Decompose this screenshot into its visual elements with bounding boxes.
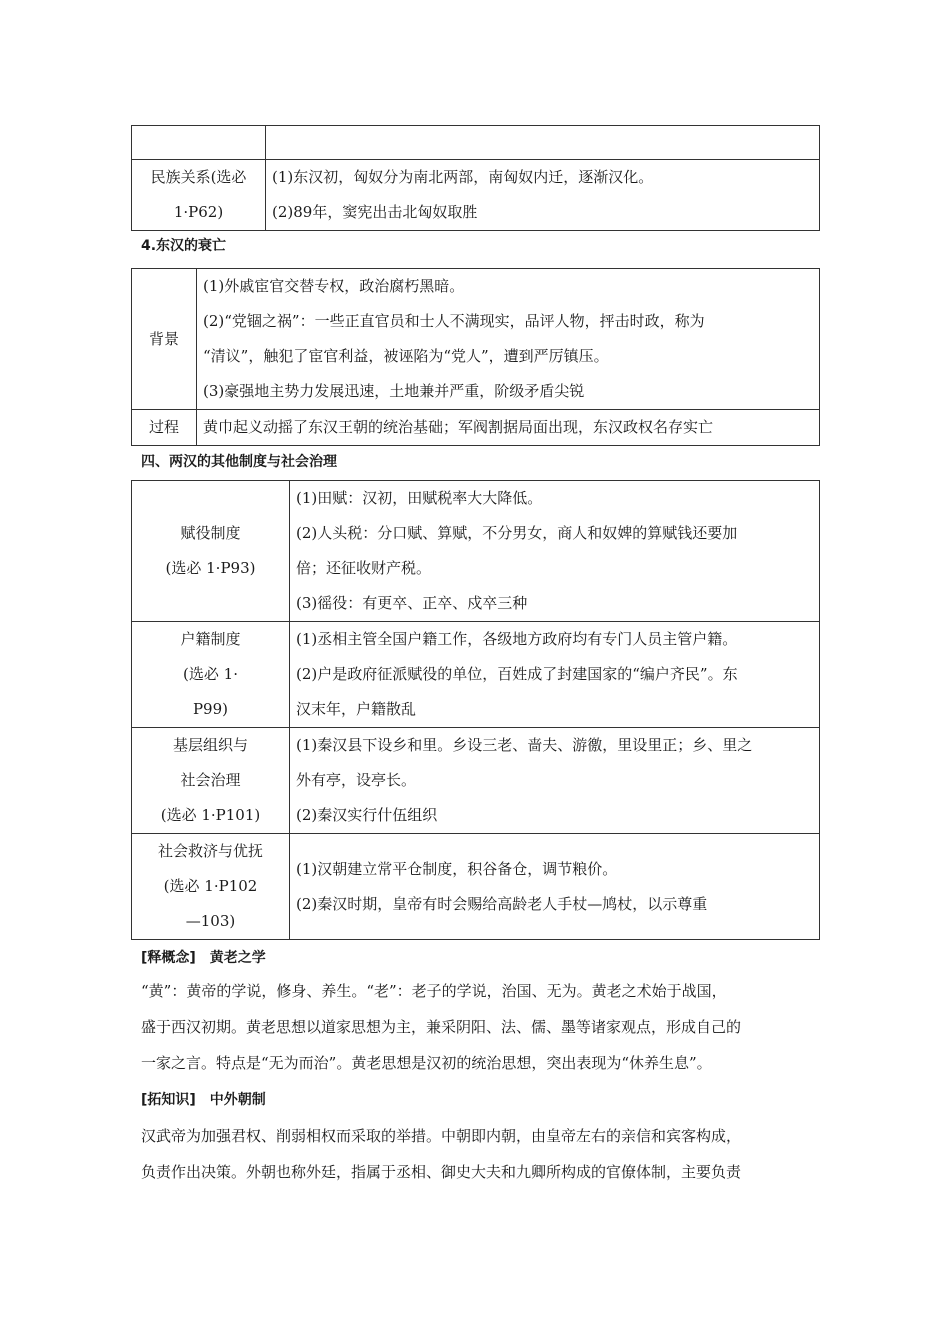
knowledge-heading: [拓知识] 中外朝制 — [141, 1092, 266, 1108]
empty-label-cell — [132, 126, 266, 160]
content-line: 黄巾起义动摇了东汉王朝的统治基础；军阀割据局面出现，东汉政权名存实亡 — [203, 418, 714, 436]
content-line: (2)秦汉时期，皇帝有时会赐给高龄老人手杖—鸠杖，以示尊重 — [296, 894, 708, 913]
concept-heading: [释概念] 黄老之学 — [141, 950, 266, 966]
content-line: (3)豪强地主势力发展迅速，土地兼并严重，阶级矛盾尖锐 — [203, 382, 585, 400]
section-heading: 四、两汉的其他制度与社会治理 — [141, 454, 337, 470]
row-content — [290, 728, 820, 834]
table-row — [132, 410, 820, 446]
row-content — [197, 410, 820, 446]
content-line: (1)汉朝建立常平仓制度，积谷备仓，调节粮价。 — [296, 859, 618, 878]
content-line: (3)徭役：有更卒、正卒、戍卒三种 — [296, 594, 528, 612]
label-line: 社会救济与优抚 — [157, 842, 263, 860]
label-line: 户籍制度 — [180, 630, 241, 648]
row-label — [132, 160, 266, 231]
row-content — [290, 622, 820, 728]
table-row — [132, 126, 820, 160]
content-line: (1)东汉初，匈奴分为南北两部，南匈奴内迁，逐渐汉化。 — [272, 168, 654, 186]
content-line: (2)89年，窦宪出击北匈奴取胜 — [272, 203, 478, 221]
row-label — [132, 834, 290, 940]
knowledge-paragraph — [141, 1118, 831, 1190]
label-line: 社会治理 — [180, 771, 241, 789]
concept-paragraph — [141, 973, 831, 1081]
content-line: (2)“党锢之祸”：一些正直官员和士人不满现实，品评人物，抨击时政，称为 — [203, 312, 705, 330]
label-line: 民族关系(选必 — [150, 168, 247, 186]
table-row — [132, 160, 820, 231]
paragraph-line: 盛于西汉初期。黄老思想以道家思想为主，兼采阴阳、法、儒、墨等诸家观点，形成自己的 — [141, 1018, 742, 1036]
label-line: (选必 1·P102 — [163, 877, 258, 895]
paragraph-line: 负责作出决策。外朝也称外廷，指属于丞相、御史大夫和九卿所构成的官僚体制，主要负责 — [141, 1163, 742, 1181]
decline-table — [131, 268, 820, 446]
content-line: (2)人头税：分口赋、算赋，不分男女，商人和奴婢的算赋钱还要加 — [296, 524, 738, 542]
paragraph-line: “黄”：黄帝的学说，修身、养生。“老”：老子的学说，治国、无为。黄老之术始于战国， — [141, 982, 727, 1000]
content-line: “清议”，触犯了宦官利益，被诬陷为“党人”，遭到严厉镇压。 — [203, 347, 609, 365]
label-line: P99) — [192, 700, 229, 718]
row-label — [132, 622, 290, 728]
table-row — [132, 834, 820, 940]
label-line: 1·P62) — [173, 203, 224, 221]
content-line: (1)外戚宦官交替专权，政治腐朽黑暗。 — [203, 277, 465, 295]
row-content — [197, 269, 820, 410]
row-content — [266, 160, 820, 231]
content-line: (1)丞相主管全国户籍工作，各级地方政府均有专门人员主管户籍。 — [296, 630, 738, 648]
content-line: 汉末年，户籍散乱 — [296, 700, 417, 718]
row-label: 背景 — [132, 269, 197, 410]
row-content — [290, 481, 820, 622]
ethnic-relations-table — [131, 125, 820, 231]
label-line: (选必 1·P93) — [165, 559, 256, 577]
label-line: (选必 1·P101) — [160, 806, 261, 824]
label-line: 赋役制度 — [180, 524, 241, 542]
row-label — [132, 728, 290, 834]
table-row — [132, 728, 820, 834]
content-line: (1)秦汉县下设乡和里。乡设三老、啬夫、游徼，里设里正；乡、里之 — [296, 736, 753, 754]
institutions-table — [131, 480, 820, 940]
paragraph-line: 一家之言。特点是“无为而治”。黄老思想是汉初的统治思想，突出表现为“休养生息”。 — [141, 1054, 712, 1072]
row-label — [132, 481, 290, 622]
content-line: (1)田赋：汉初，田赋税率大大降低。 — [296, 489, 543, 507]
content-line: (2)秦汉实行什伍组织 — [296, 806, 438, 824]
label-line: —103) — [185, 912, 236, 930]
empty-content-cell — [266, 126, 820, 160]
section-heading: 4.东汉的衰亡 — [141, 238, 227, 254]
row-content — [290, 834, 820, 940]
table-row — [132, 269, 820, 410]
table-row — [132, 481, 820, 622]
label-line: (选必 1· — [183, 665, 238, 683]
label-line: 基层组织与 — [172, 736, 248, 754]
content-line: (2)户是政府征派赋役的单位，百姓成了封建国家的“编户齐民”。东 — [296, 665, 738, 683]
content-line: 外有亭，设亭长。 — [296, 771, 417, 789]
row-label: 过程 — [132, 410, 197, 446]
paragraph-line: 汉武帝为加强君权、削弱相权而采取的举措。中朝即内朝，由皇帝左右的亲信和宾客构成， — [141, 1127, 742, 1145]
table-row — [132, 622, 820, 728]
content-line: 倍；还征收财产税。 — [296, 559, 432, 577]
